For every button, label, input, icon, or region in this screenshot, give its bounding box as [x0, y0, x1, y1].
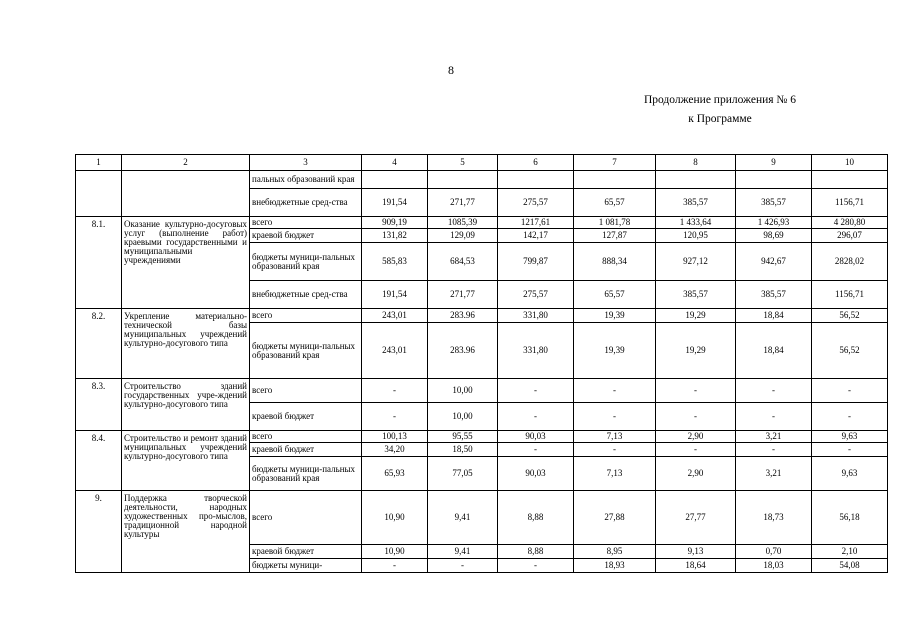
- value-cell: 10,90: [362, 491, 428, 545]
- value-cell: -: [574, 403, 656, 431]
- value-cell: 275,57: [498, 189, 574, 217]
- value-cell: 1156,71: [812, 281, 888, 309]
- value-cell: 120,95: [656, 229, 736, 243]
- value-cell: -: [498, 443, 574, 457]
- value-cell: -: [574, 443, 656, 457]
- value-cell: 27,77: [656, 491, 736, 545]
- funding-source-cell: бюджеты муници-пальных образований края: [250, 243, 362, 281]
- value-cell: -: [362, 403, 428, 431]
- value-cell: 142,17: [498, 229, 574, 243]
- value-cell: 9,41: [428, 491, 498, 545]
- value-cell: 18,84: [736, 323, 812, 379]
- item-name-cell: Оказание культурно-досуговых услуг (выполнение работ) краевыми государственными и муниципальными учреждениями: [122, 217, 250, 309]
- value-cell: 34,20: [362, 443, 428, 457]
- header-cell: 8: [656, 155, 736, 171]
- value-cell: 127,87: [574, 229, 656, 243]
- value-cell: 275,57: [498, 281, 574, 309]
- value-cell: 7,13: [574, 431, 656, 443]
- appendix-caption: [560, 91, 880, 129]
- funding-source-cell: всего: [250, 491, 362, 545]
- value-cell: [362, 171, 428, 189]
- header-cell: 2: [122, 155, 250, 171]
- table-row: [76, 431, 888, 443]
- value-cell: -: [428, 559, 498, 573]
- value-cell: 191,54: [362, 281, 428, 309]
- value-cell: -: [498, 403, 574, 431]
- value-cell: 54,08: [812, 559, 888, 573]
- value-cell: 1156,71: [812, 189, 888, 217]
- funding-source-cell: краевой бюджет: [250, 229, 362, 243]
- value-cell: -: [656, 379, 736, 403]
- funding-source-cell: всего: [250, 431, 362, 443]
- value-cell: 271,77: [428, 281, 498, 309]
- value-cell: 2,10: [812, 545, 888, 559]
- value-cell: 1 426,93: [736, 217, 812, 229]
- value-cell: 131,82: [362, 229, 428, 243]
- value-cell: -: [812, 379, 888, 403]
- value-cell: 799,87: [498, 243, 574, 281]
- item-name-cell: Строительство и ремонт зданий муниципальных учреждений культурно-досугового типа: [122, 431, 250, 491]
- value-cell: 10,00: [428, 379, 498, 403]
- funding-source-cell: всего: [250, 309, 362, 323]
- value-cell: 296,07: [812, 229, 888, 243]
- header-cell: 3: [250, 155, 362, 171]
- value-cell: 2,90: [656, 457, 736, 491]
- value-cell: 65,57: [574, 281, 656, 309]
- value-cell: [656, 171, 736, 189]
- value-cell: 942,67: [736, 243, 812, 281]
- value-cell: 18,73: [736, 491, 812, 545]
- appendix-line-2: к Программе: [688, 113, 752, 125]
- value-cell: 909,19: [362, 217, 428, 229]
- funding-source-cell: краевой бюджет: [250, 403, 362, 431]
- value-cell: [812, 171, 888, 189]
- funding-source-cell: внебюджетные сред-ства: [250, 281, 362, 309]
- item-number-cell: 9.: [76, 491, 122, 573]
- value-cell: 888,34: [574, 243, 656, 281]
- value-cell: 90,03: [498, 457, 574, 491]
- value-cell: -: [362, 559, 428, 573]
- value-cell: 7,13: [574, 457, 656, 491]
- value-cell: 95,55: [428, 431, 498, 443]
- table-row: [76, 217, 888, 229]
- value-cell: 4 280,80: [812, 217, 888, 229]
- value-cell: 283.96: [428, 309, 498, 323]
- funding-source-cell: краевой бюджет: [250, 545, 362, 559]
- value-cell: -: [812, 403, 888, 431]
- value-cell: 19,29: [656, 309, 736, 323]
- value-cell: 9,41: [428, 545, 498, 559]
- value-cell: 56,52: [812, 309, 888, 323]
- value-cell: -: [656, 403, 736, 431]
- value-cell: 129,09: [428, 229, 498, 243]
- table-row: [76, 491, 888, 545]
- header-cell: 10: [812, 155, 888, 171]
- value-cell: 65,93: [362, 457, 428, 491]
- value-cell: 10,00: [428, 403, 498, 431]
- value-cell: -: [736, 403, 812, 431]
- value-cell: -: [362, 379, 428, 403]
- header-cell: 9: [736, 155, 812, 171]
- header-cell: 1: [76, 155, 122, 171]
- value-cell: 19,39: [574, 309, 656, 323]
- item-name-cell: Укрепление материально-технической базы муниципальных учреждений культурно-досугового типа: [122, 309, 250, 379]
- item-number-cell: 8.2.: [76, 309, 122, 379]
- funding-source-cell: краевой бюджет: [250, 443, 362, 457]
- value-cell: 18,64: [656, 559, 736, 573]
- value-cell: 243,01: [362, 309, 428, 323]
- table-row: [76, 309, 888, 323]
- item-number-cell: 8.1.: [76, 217, 122, 309]
- value-cell: 191,54: [362, 189, 428, 217]
- funding-source-cell: бюджеты муници-пальных образований края: [250, 457, 362, 491]
- value-cell: 18,93: [574, 559, 656, 573]
- value-cell: 2,90: [656, 431, 736, 443]
- value-cell: [736, 171, 812, 189]
- value-cell: 18,84: [736, 309, 812, 323]
- value-cell: 3,21: [736, 431, 812, 443]
- value-cell: 18,03: [736, 559, 812, 573]
- empty-name-cell: [122, 171, 250, 217]
- table-row: [76, 171, 888, 189]
- item-name-cell: Строительство зданий государственных учре-ждений культурно-досугового типа: [122, 379, 250, 431]
- value-cell: 65,57: [574, 189, 656, 217]
- value-cell: -: [812, 443, 888, 457]
- value-cell: 10,90: [362, 545, 428, 559]
- value-cell: 27,88: [574, 491, 656, 545]
- value-cell: 385,57: [736, 189, 812, 217]
- value-cell: 9,63: [812, 457, 888, 491]
- header-cell: 6: [498, 155, 574, 171]
- value-cell: -: [736, 443, 812, 457]
- table-row: [76, 379, 888, 403]
- value-cell: 19,39: [574, 323, 656, 379]
- value-cell: 77,05: [428, 457, 498, 491]
- value-cell: 90,03: [498, 431, 574, 443]
- value-cell: 283.96: [428, 323, 498, 379]
- item-number-cell: 8.3.: [76, 379, 122, 431]
- value-cell: 331,80: [498, 309, 574, 323]
- value-cell: [574, 171, 656, 189]
- value-cell: 331,80: [498, 323, 574, 379]
- value-cell: 8,95: [574, 545, 656, 559]
- value-cell: [498, 171, 574, 189]
- value-cell: 684,53: [428, 243, 498, 281]
- value-cell: 243,01: [362, 323, 428, 379]
- value-cell: 8,88: [498, 491, 574, 545]
- value-cell: 56,52: [812, 323, 888, 379]
- value-cell: -: [574, 379, 656, 403]
- value-cell: 9,13: [656, 545, 736, 559]
- funding-source-cell: внебюджетные сред-ства: [250, 189, 362, 217]
- funding-source-cell: всего: [250, 379, 362, 403]
- value-cell: -: [498, 379, 574, 403]
- value-cell: 3,21: [736, 457, 812, 491]
- funding-source-cell: всего: [250, 217, 362, 229]
- value-cell: 100,13: [362, 431, 428, 443]
- value-cell: 271,77: [428, 189, 498, 217]
- value-cell: -: [656, 443, 736, 457]
- item-name-cell: Поддержка творческой деятельности, народных художественных про-мыслов, традиционной народной культуры: [122, 491, 250, 573]
- value-cell: [428, 171, 498, 189]
- value-cell: 927,12: [656, 243, 736, 281]
- value-cell: 385,57: [736, 281, 812, 309]
- value-cell: 1 433,64: [656, 217, 736, 229]
- funding-source-cell: бюджеты муници-пальных образований края: [250, 323, 362, 379]
- value-cell: -: [736, 379, 812, 403]
- value-cell: -: [498, 559, 574, 573]
- value-cell: 385,57: [656, 281, 736, 309]
- value-cell: 56,18: [812, 491, 888, 545]
- header-row: [76, 155, 888, 171]
- value-cell: 18,50: [428, 443, 498, 457]
- value-cell: 0,70: [736, 545, 812, 559]
- item-number-cell: 8.4.: [76, 431, 122, 491]
- header-cell: 5: [428, 155, 498, 171]
- value-cell: 585,83: [362, 243, 428, 281]
- appendix-line-1: Продолжение приложения № 6: [643, 94, 797, 106]
- header-cell: 7: [574, 155, 656, 171]
- value-cell: 1217,61: [498, 217, 574, 229]
- value-cell: 9,63: [812, 431, 888, 443]
- value-cell: 8,88: [498, 545, 574, 559]
- page-number: 8: [448, 63, 454, 77]
- value-cell: 1085,39: [428, 217, 498, 229]
- empty-no-cell: [76, 171, 122, 217]
- header-cell: 4: [362, 155, 428, 171]
- value-cell: 385,57: [656, 189, 736, 217]
- value-cell: 1 081,78: [574, 217, 656, 229]
- funding-source-cell: пальных образований края: [250, 171, 362, 189]
- value-cell: 2828,02: [812, 243, 888, 281]
- value-cell: 19,29: [656, 323, 736, 379]
- funding-source-cell: бюджеты муници-: [250, 559, 362, 573]
- program-funding-table: [75, 154, 888, 573]
- value-cell: 98,69: [736, 229, 812, 243]
